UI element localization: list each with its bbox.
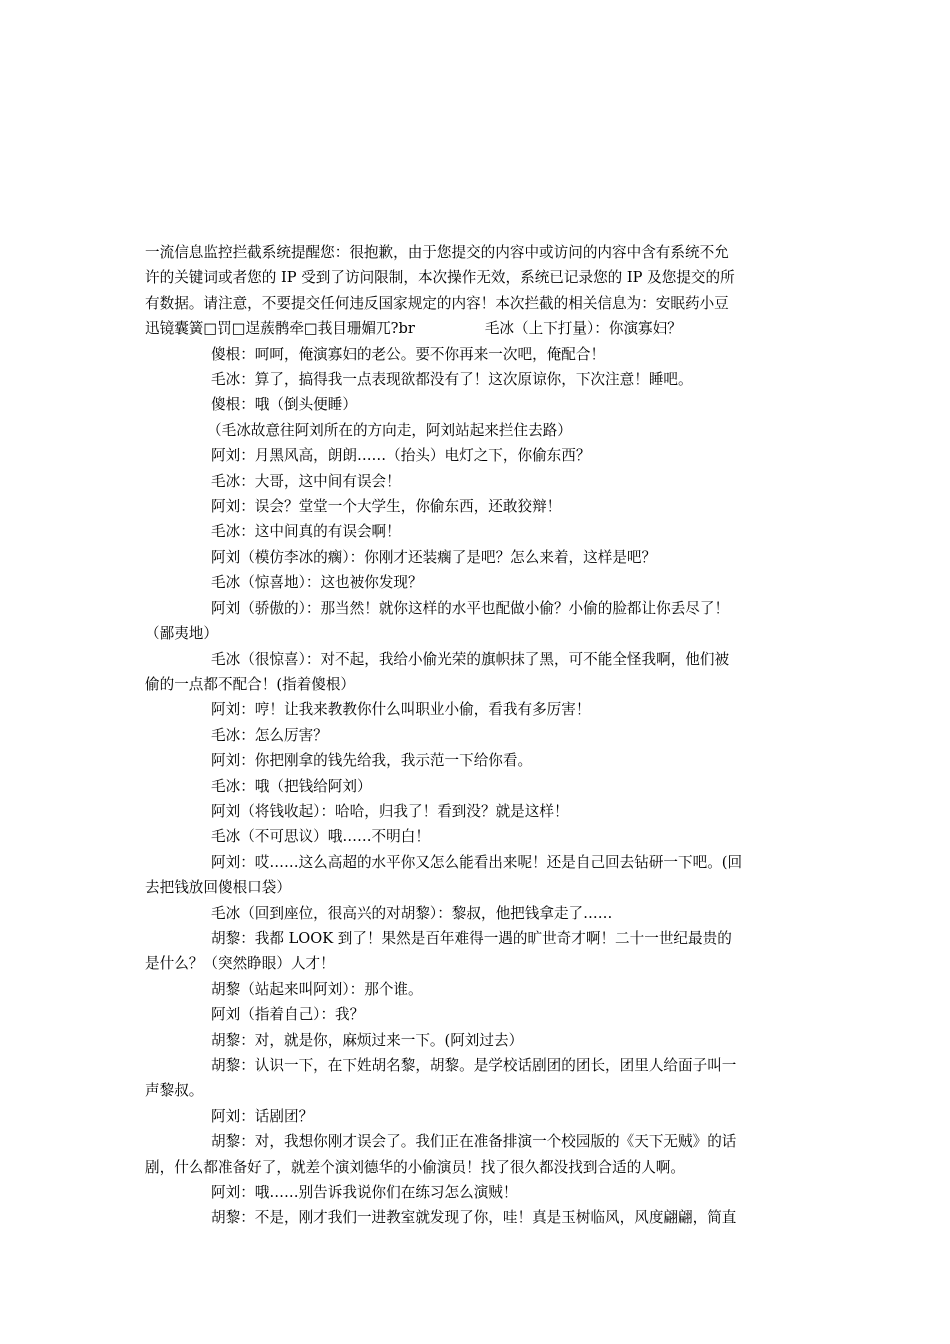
dialogue-line: 毛冰：怎么厉害？	[211, 726, 328, 744]
text-line: 一流信息监控拦截系统提醒您：很抱歉，由于您提交的内容中或访问的内容中含有系统不允	[145, 244, 729, 261]
dialogue-line: 傻根：呵呵，俺演寡妇的老公。要不你再来一次吧，俺配合！	[211, 345, 606, 363]
dialogue-continuation: 是什么？（突然睁眼）人才！	[145, 955, 335, 973]
dialogue-continuation: 剧，什么都准备好了，就差个演刘德华的小偷演员！找了很久都没找到合适的人啊。	[145, 1158, 685, 1176]
dialogue-line: 阿刘：哼！让我来教教你什么叫职业小偷，看我有多厉害！	[211, 701, 591, 719]
dialogue-line: 毛冰（惊喜地）：这也被你发现？	[211, 574, 423, 592]
dialogue-line: 毛冰（不可思议）哦……不明白！	[211, 828, 430, 846]
dialogue-line: 毛冰：算了，搞得我一点表现欲都没有了！这次原谅你，下次注意！睡吧。	[211, 371, 693, 389]
text-line: 有数据。请注意，不要提交任何违反国家规定的内容！本次拦截的相关信息为：安眠药小豆	[145, 294, 729, 312]
dialogue-line: 胡黎：我都 LOOK 到了！果然是百年难得一遇的旷世奇才啊！二十一世纪最贵的	[211, 929, 732, 947]
dialogue-continuation: （鄙夷地）	[145, 625, 218, 643]
dialogue-line: 胡黎：认识一下，在下姓胡名黎，胡黎。是学校话剧团的团长，团里人给面子叫一	[211, 1057, 737, 1074]
garbled-text: 迅镜囊簧□罚□逞蔟鹘牵□莪目珊媚兀?br	[145, 320, 415, 338]
dialogue-line: 阿刘：月黑风高，朗朗……（抬头）电灯之下，你偷东西？	[211, 447, 591, 465]
dialogue-line: 阿刘：话剧团？	[211, 1107, 314, 1125]
text-line: 许的关键词或者您的 IP 受到了访问限制，本次操作无效，系统已记录您的 IP 及您提交的所	[145, 269, 735, 287]
stage-direction: （毛冰故意往阿刘所在的方向走，阿刘站起来拦住去路）	[207, 421, 572, 439]
dialogue-line: 毛冰：这中间真的有误会啊！	[211, 523, 401, 541]
dialogue-line: 阿刘：你把刚拿的钱先给我，我示范一下给你看。	[211, 752, 533, 770]
dialogue-line: 阿刘：哦……别告诉我说你们在练习怎么演贼！	[211, 1184, 518, 1202]
dialogue-line: 阿刘（将钱收起）：哈哈，归我了！看到没？就是这样！	[211, 802, 569, 820]
dialogue-line: 阿刘：哎……这么高超的水平你又怎么能看出来呢！还是自己回去钻研一下吧。(回	[211, 853, 743, 871]
dialogue-line: 毛冰：哦（把钱给阿刘）	[211, 777, 372, 795]
dialogue-line: 阿刘（模仿李冰的瘸）：你刚才还装瘸了是吧？怎么来着，这样是吧？	[211, 548, 657, 566]
script-text	[145, 240, 805, 1231]
dialogue-line: 傻根：哦（倒头便睡）	[211, 396, 357, 414]
dialogue-continuation: 去把钱放回傻根口袋）	[145, 879, 291, 897]
dialogue-line: 胡黎：对，就是你，麻烦过来一下。(阿刘过去）	[211, 1031, 524, 1049]
dialogue-line: 毛冰（上下打量）：你演寡妇？	[484, 320, 682, 338]
text-line	[145, 316, 805, 341]
dialogue-line: 胡黎：不是，刚才我们一进教室就发现了你，哇！真是玉树临风，风度翩翩，简直	[211, 1209, 737, 1227]
dialogue-line: 胡黎：对，我想你刚才误会了。我们正在准备排演一个校园版的《天下无贼》的话	[211, 1133, 737, 1151]
dialogue-line: 毛冰（很惊喜）：对不起，我给小偷光荣的旗帜抹了黑，可不能全怪我啊，他们被	[211, 650, 730, 668]
dialogue-continuation: 偷的一点都不配合！(指着傻根）	[145, 675, 356, 693]
dialogue-line: 阿刘：误会？堂堂一个大学生，你偷东西，还敢狡辩！	[211, 498, 562, 516]
dialogue-line: 阿刘（指着自己）：我？	[211, 1006, 365, 1024]
dialogue-continuation: 声黎叔。	[145, 1082, 204, 1100]
dialogue-line: 阿刘（骄傲的）：那当然！就你这样的水平也配做小偷？小偷的脸都让你丢尽了！	[211, 599, 730, 617]
dialogue-line: 胡黎（站起来叫阿刘）：那个谁。	[211, 980, 423, 998]
dialogue-line: 毛冰（回到座位，很高兴的对胡黎）：黎叔，他把钱拿走了……	[211, 904, 613, 922]
dialogue-line: 毛冰：大哥，这中间有误会！	[211, 472, 401, 490]
